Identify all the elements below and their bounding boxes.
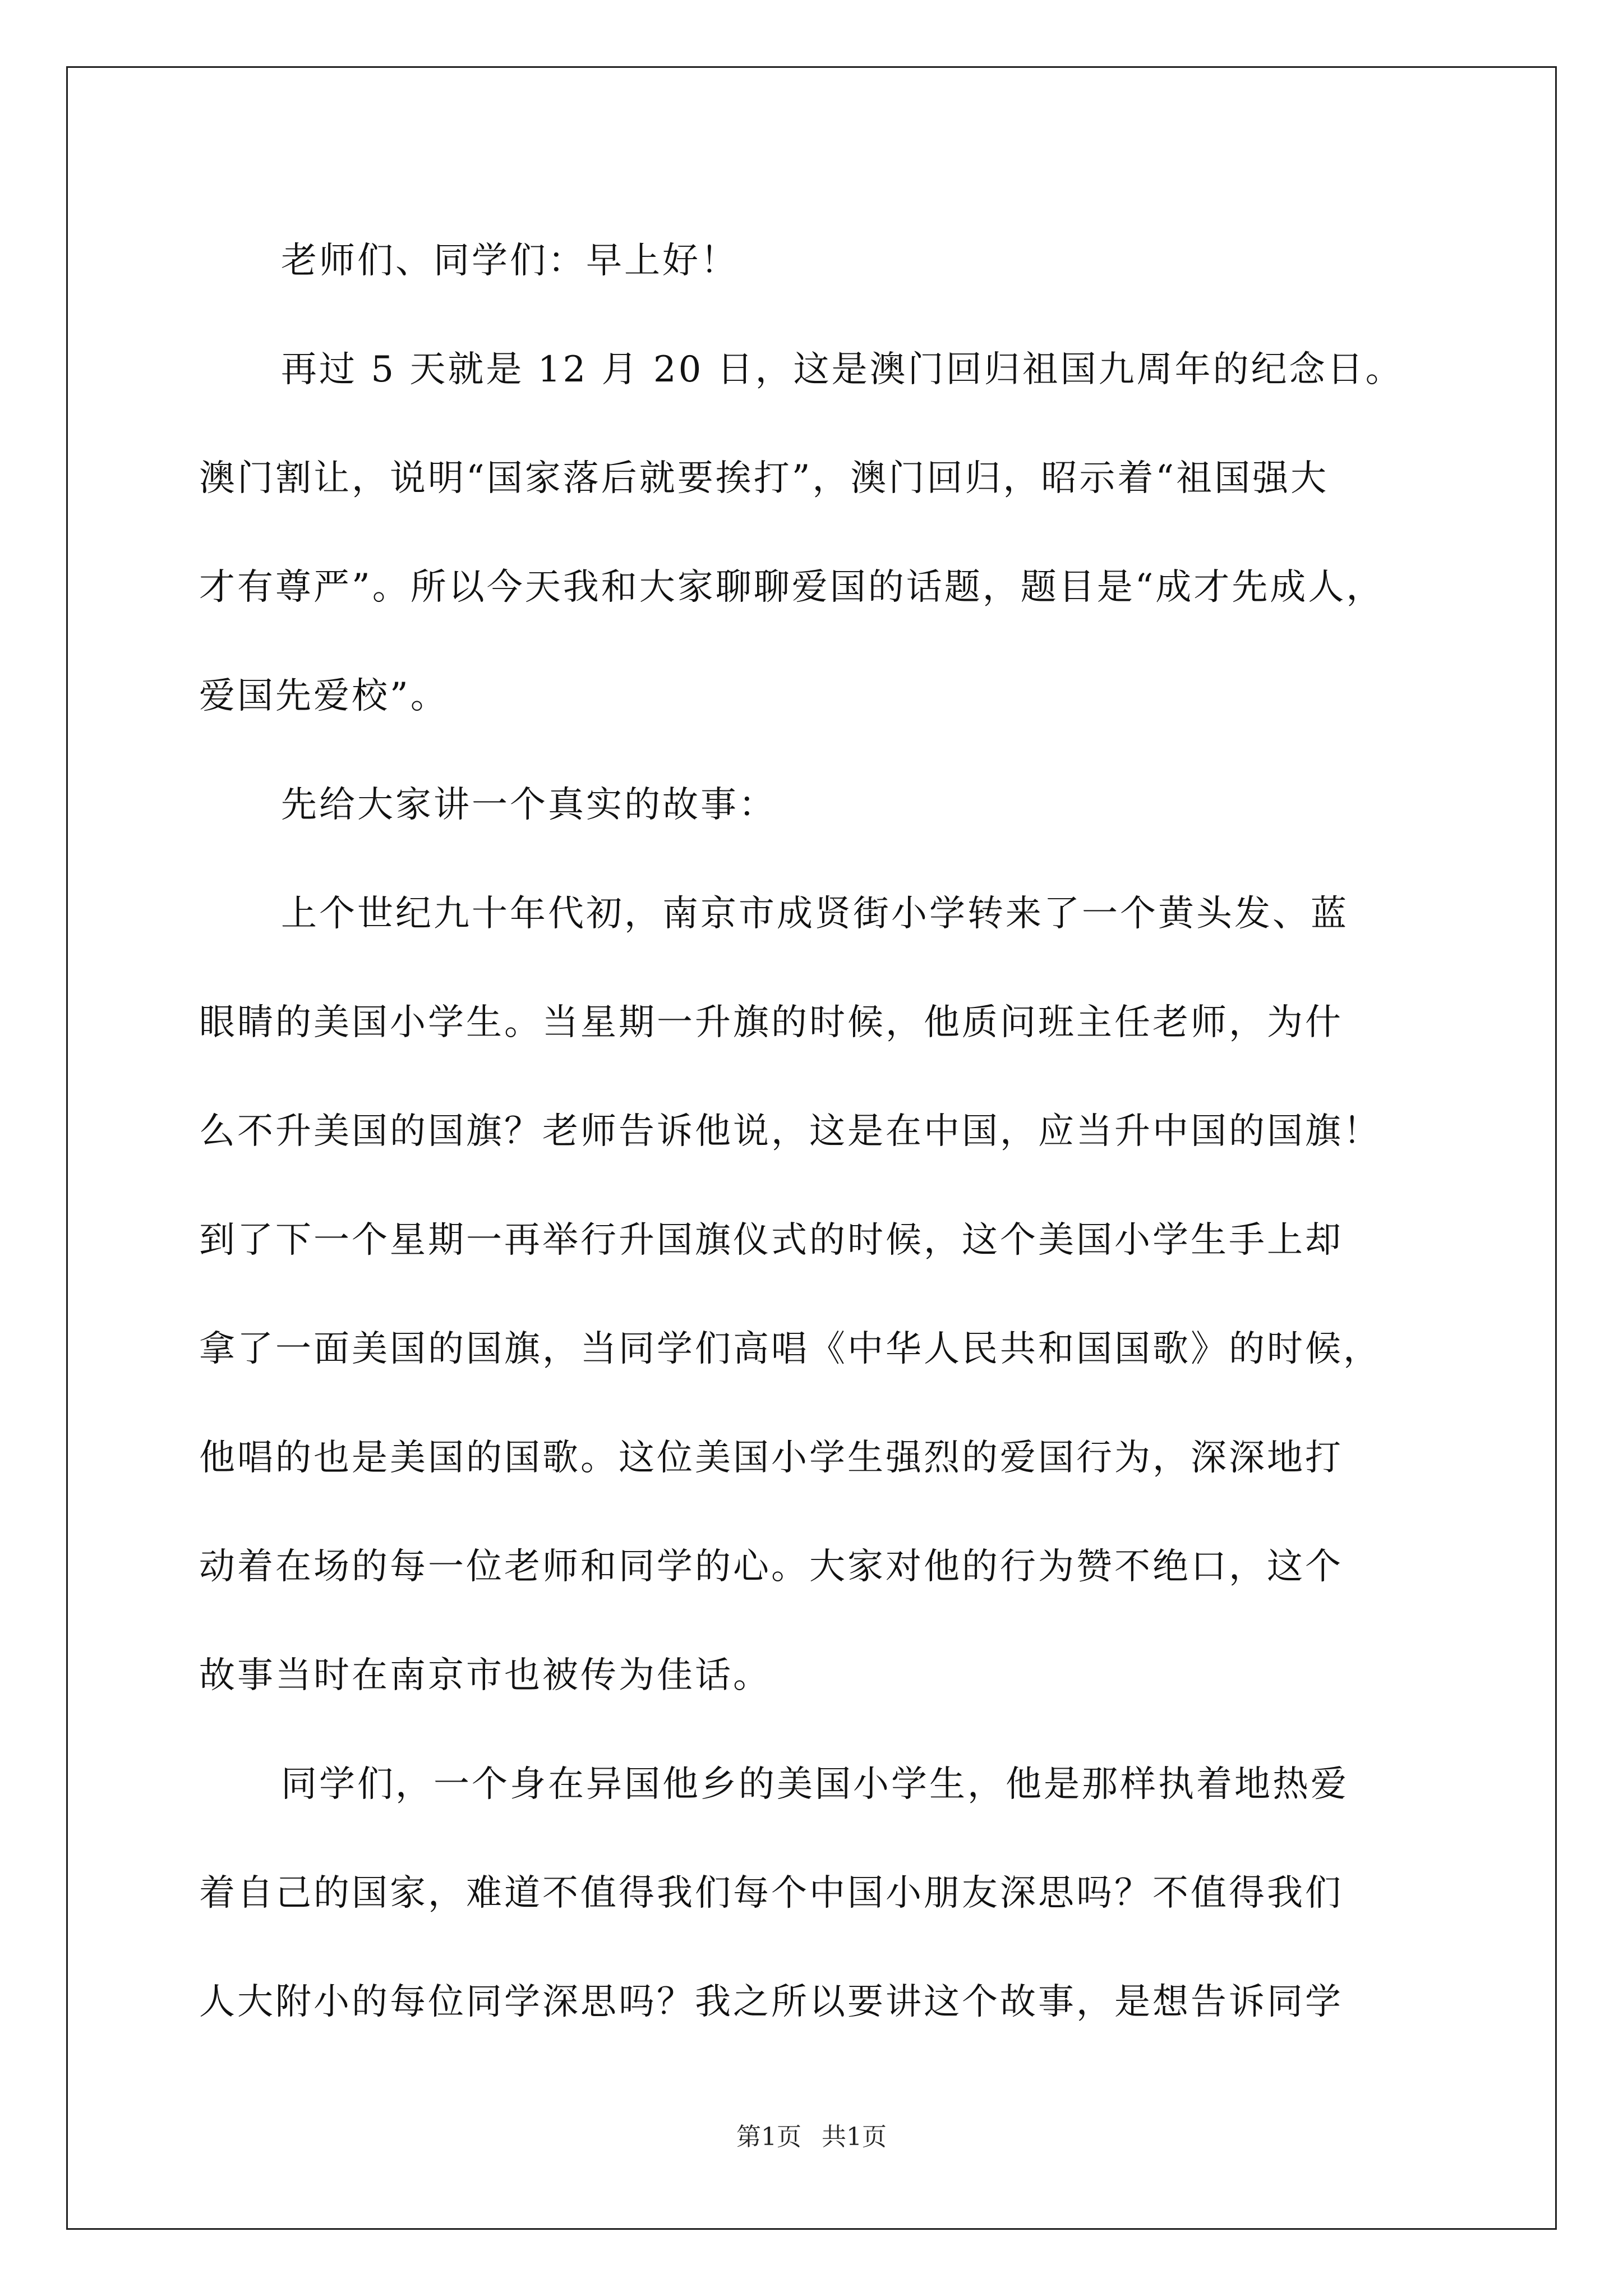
paragraph-line: 人大附小的每位同学深思吗？我之所以要讲这个故事，是想告诉同学: [199, 1981, 1343, 2023]
paragraph-line: 着自己的国家，难道不值得我们每个中国小朋友深思吗？不值得我们: [199, 1872, 1343, 1914]
page-total: 共1页: [822, 2123, 887, 2151]
paragraph-first-line: 先给大家讲一个真实的故事：: [281, 784, 777, 826]
paragraph-first-line: 再过 5 天就是 12 月 20 日，这是澳门回归祖国九周年的纪念日。: [281, 349, 1404, 390]
paragraph-first-line: 上个世纪九十年代初，南京市成贤街小学转来了一个黄头发、蓝: [281, 893, 1349, 935]
paragraph-line: 故事当时在南京市也被传为佳话。: [199, 1655, 771, 1696]
paragraph-first-line: 同学们，一个身在异国他乡的美国小学生，他是那样执着地热爱: [281, 1764, 1349, 1805]
paragraph-line: 么不升美国的国旗？老师告诉他说，这是在中国，应当升中国的国旗！: [199, 1111, 1381, 1152]
paragraph-line: 拿了一面美国的国旗，当同学们高唱《中华人民共和国国歌》的时候，: [199, 1328, 1381, 1370]
page-number: 第1页: [736, 2123, 801, 2151]
document-body: [199, 206, 1426, 2056]
paragraph-line: 动着在场的每一位老师和同学的心。大家对他的行为赞不绝口，这个: [199, 1546, 1343, 1588]
paragraph-first-line: 老师们、同学们：早上好！: [281, 240, 739, 282]
paragraph-line: 爱国先爱校”。: [199, 675, 449, 717]
paragraph-line: 他唱的也是美国的国歌。这位美国小学生强烈的爱国行为，深深地打: [199, 1437, 1343, 1479]
paragraph-line: 眼睛的美国小学生。当星期一升旗的时候，他质问班主任老师，为什: [199, 1002, 1343, 1043]
paragraph-line: 到了下一个星期一再举行升国旗仪式的时候，这个美国小学生手上却: [199, 1220, 1343, 1261]
paragraph-line: 澳门割让，说明“国家落后就要挨打”，澳门回归，昭示着“祖国强大: [199, 458, 1329, 499]
page-footer: [0, 2120, 1623, 2154]
paragraph-line: 才有尊严”。所以今天我和大家聊聊爱国的话题，题目是“成才先成人，: [199, 567, 1385, 608]
